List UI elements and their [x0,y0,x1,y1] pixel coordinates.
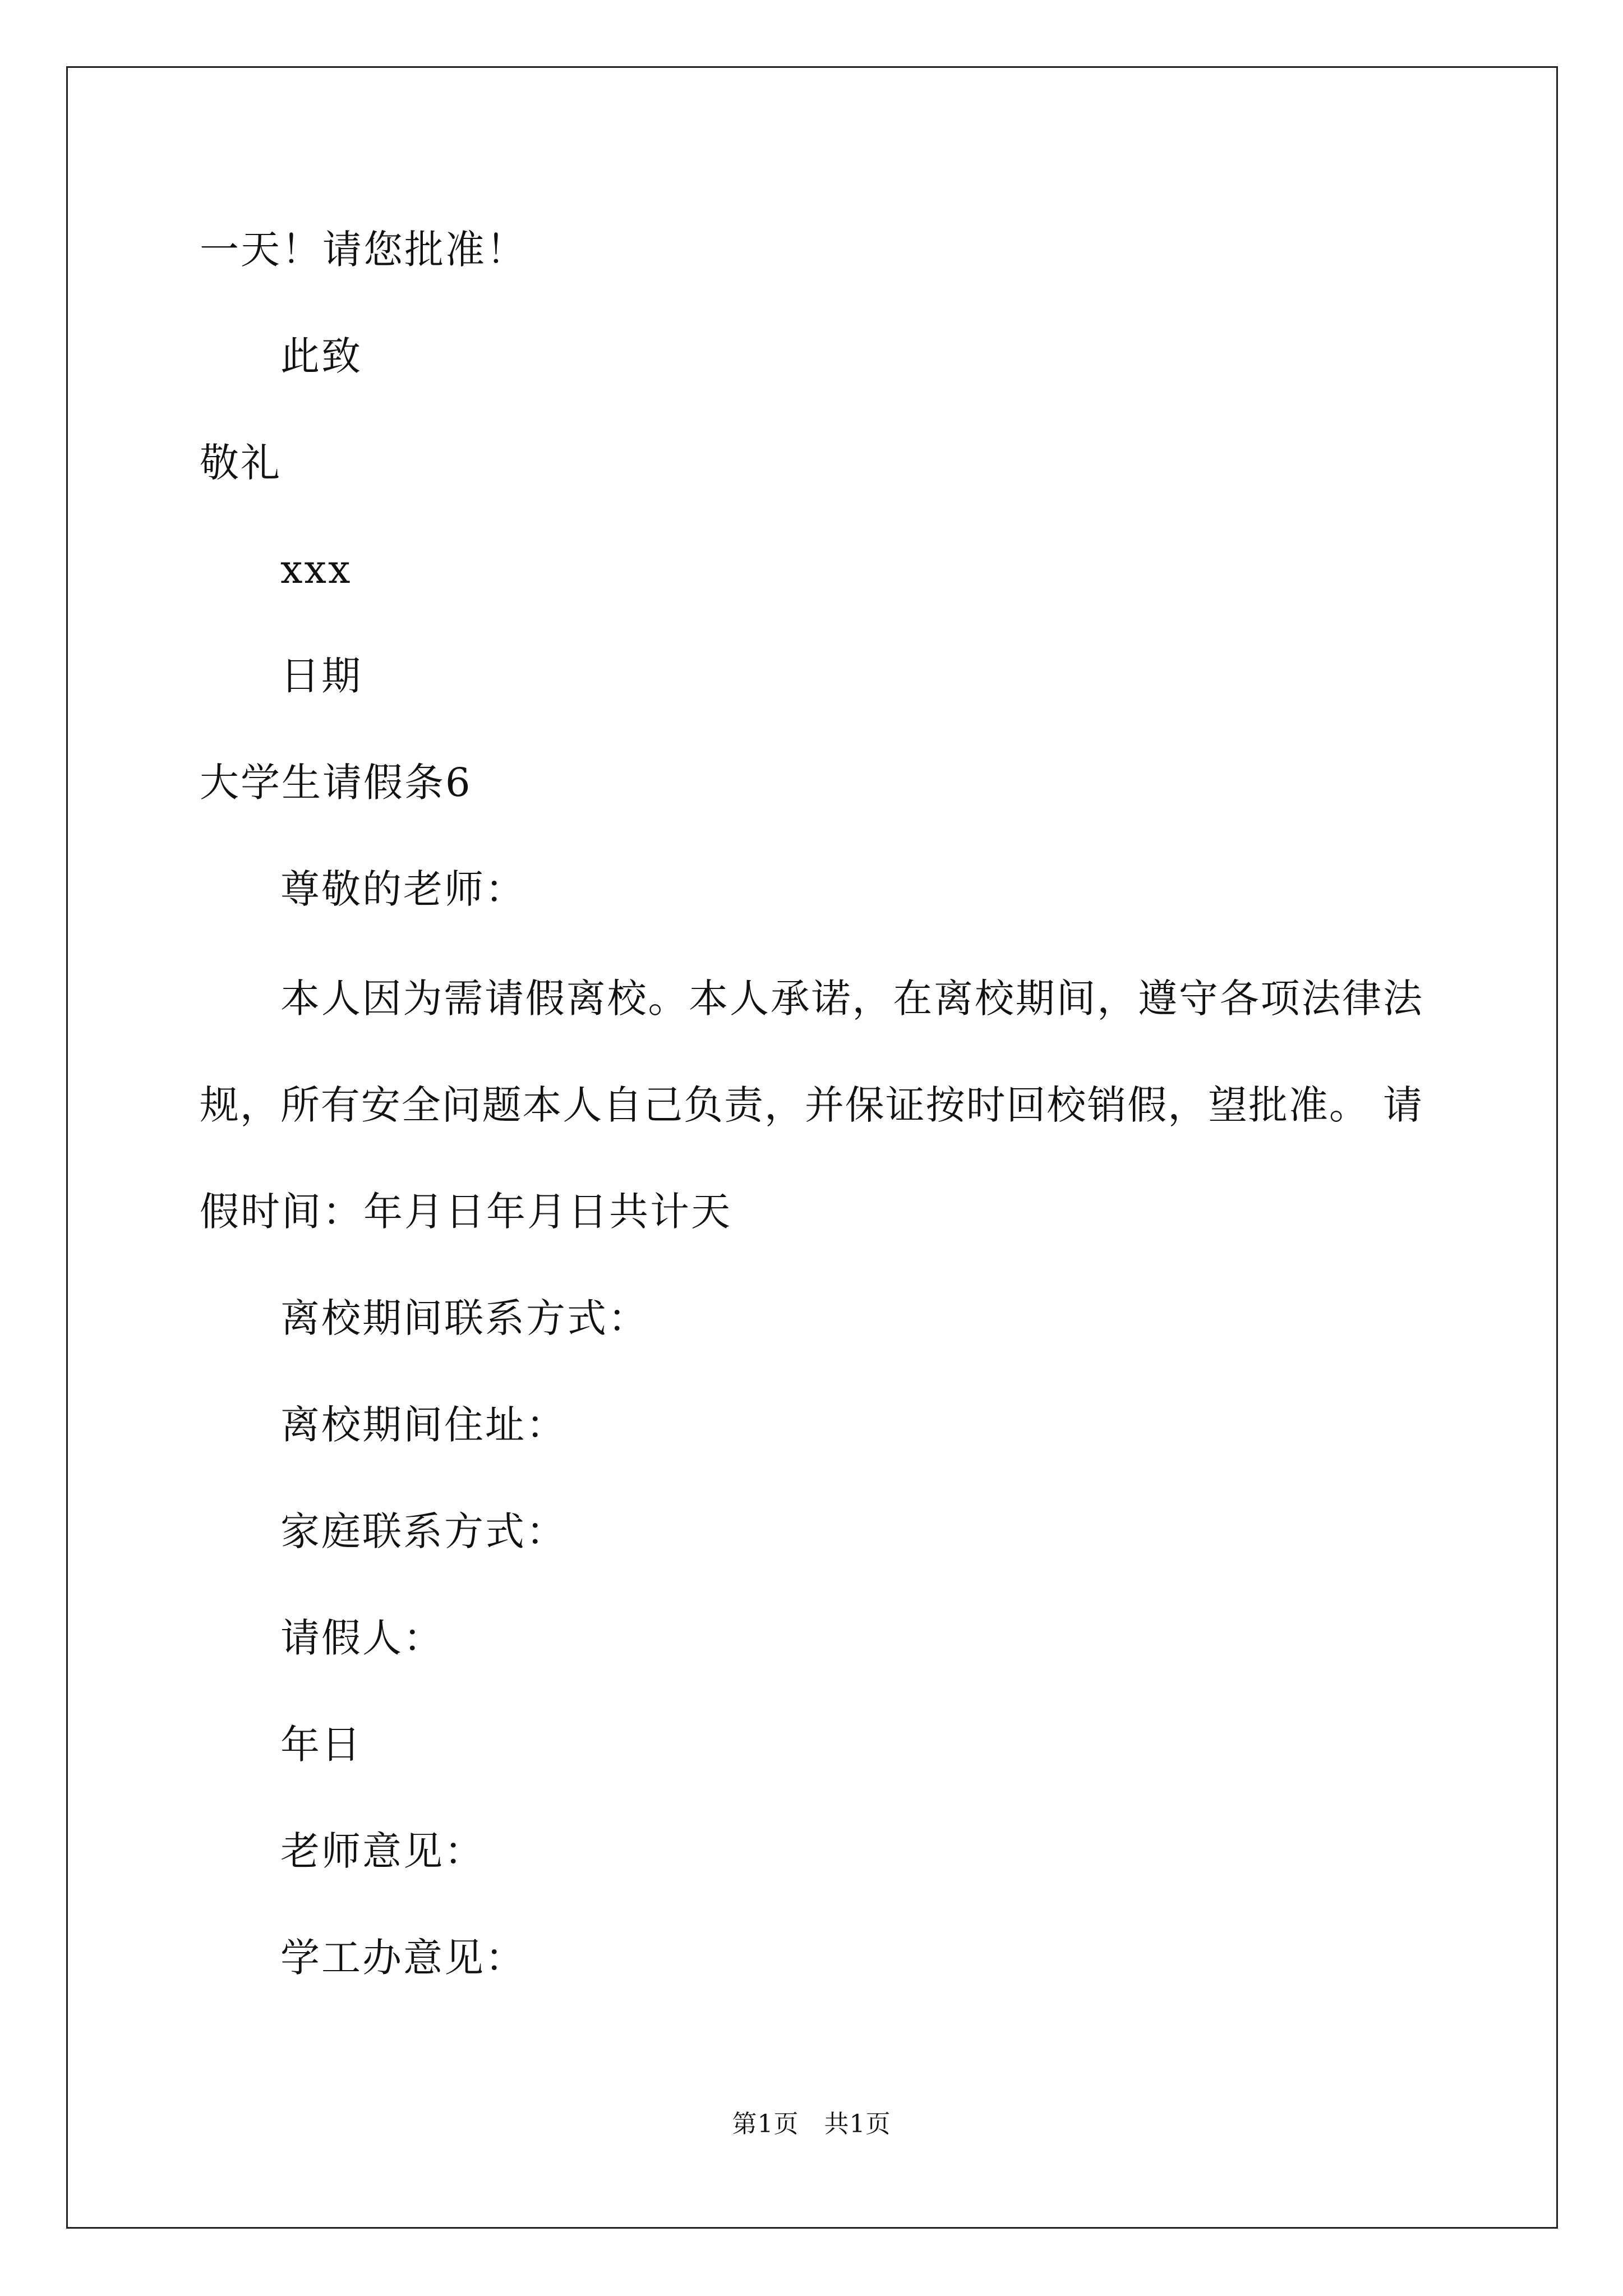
salutation-jingli: 敬礼 [200,440,282,486]
salutation-cizhi: 此致 [280,333,362,379]
field-date: 年日 [280,1722,362,1768]
field-student-affairs-opinion: 学工办意见： [280,1935,526,1981]
field-address-during-leave: 离校期间住址： [280,1402,567,1448]
field-contact-during-leave: 离校期间联系方式： [280,1295,649,1341]
body-paragraph-line-3: 假时间：年月日年月日共计天 [200,1189,732,1235]
page-border [66,66,1558,2229]
page-number: 第1页 共1页 [732,2110,891,2138]
field-applicant: 请假人： [280,1615,444,1661]
signature-name: xxx [280,546,352,592]
signature-date: 日期 [280,653,362,699]
body-paragraph-line-1: 本人因为需请假离校。本人承诺，在离校期间，遵守各项法律法 [280,976,1422,1022]
field-family-contact: 家庭联系方式： [280,1508,567,1554]
field-teacher-opinion: 老师意见： [280,1828,485,1874]
body-paragraph-line-2: 规，所有安全问题本人自己负责，并保证按时回校销假，望批准。 请 [200,1082,1422,1128]
closing-sentence: 一天！请您批准！ [200,227,527,273]
section-heading: 大学生请假条6 [200,760,472,806]
greeting: 尊敬的老师： [280,866,526,912]
